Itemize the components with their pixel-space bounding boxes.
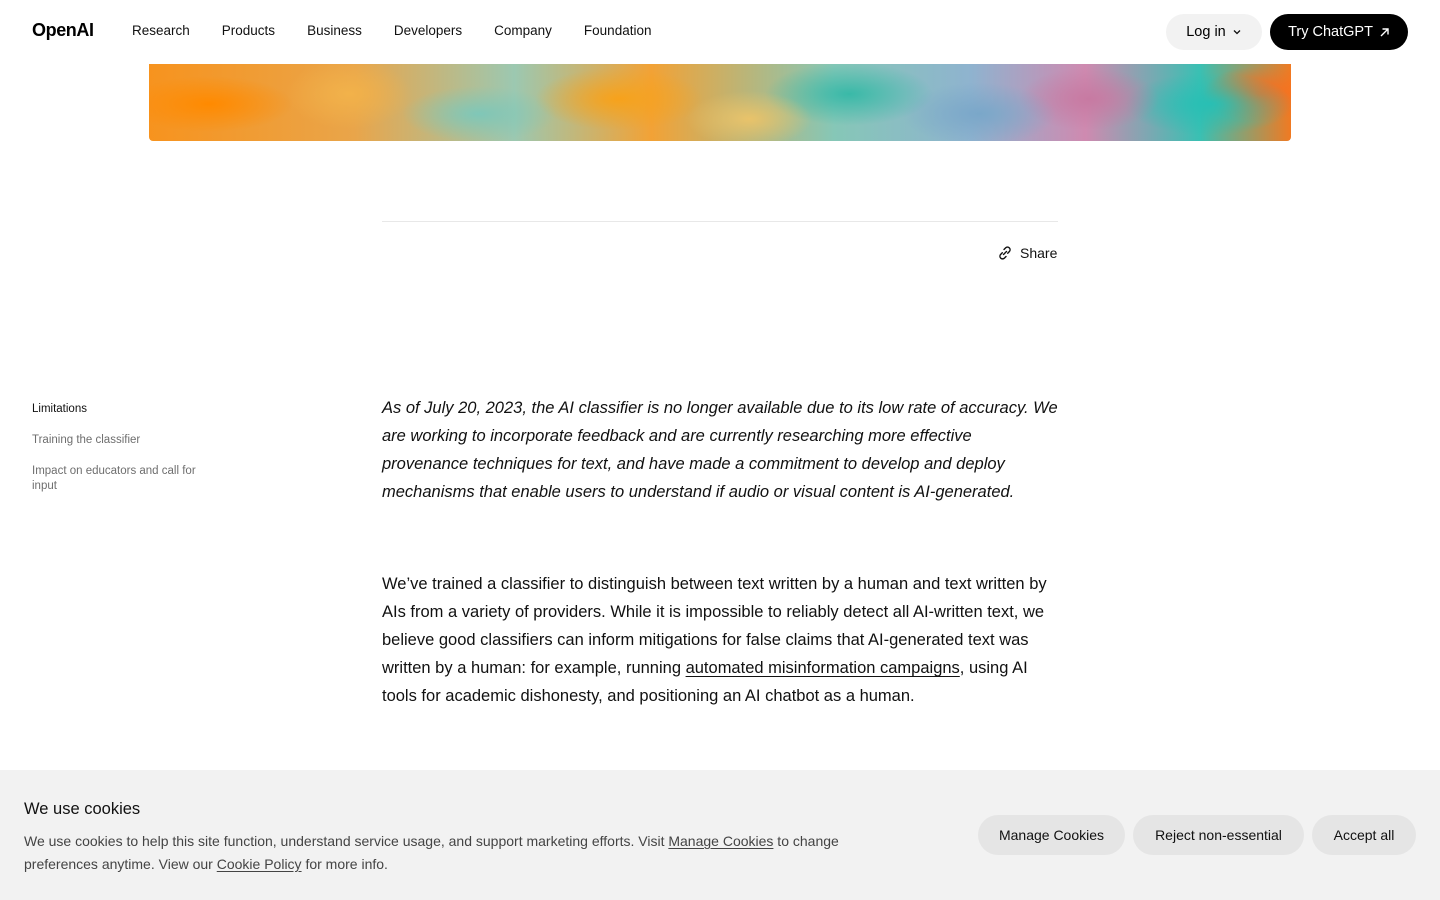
cookie-text-3: for more info. [301, 856, 388, 872]
nav-foundation[interactable]: Foundation [583, 23, 652, 38]
cookie-text-1: We use cookies to help this site function, understand service usage, and support marketing efforts. Visit [24, 833, 669, 849]
chevron-down-icon [1232, 27, 1242, 37]
nav-products[interactable]: Products [221, 23, 276, 38]
cookie-text [24, 830, 874, 876]
cookie-title: We use cookies [24, 800, 141, 818]
accept-all-button[interactable]: Accept all [1312, 815, 1416, 855]
share-button[interactable] [997, 245, 1057, 261]
toc-item-impact-on-educators[interactable]: Impact on educators and call for input [32, 465, 196, 492]
nav-company[interactable]: Company [494, 23, 552, 38]
login-label: Log in [1186, 24, 1226, 40]
cookie-banner [0, 770, 1440, 900]
toc-item-limitations[interactable]: Limitations [32, 403, 87, 415]
nav-business[interactable]: Business [307, 23, 362, 38]
article-paragraph [382, 570, 1062, 710]
divider [382, 221, 1058, 222]
cookie-text-2: to change preferences anytime. View our [24, 833, 839, 872]
paragraph-text-end: , using AI tools for academic dishonesty, and positioning an AI chatbot as a human. [382, 659, 1028, 705]
arrow-up-right-icon [1379, 27, 1390, 38]
toc-item-training-the-classifier[interactable]: Training the classifier [32, 434, 141, 446]
nav-developers[interactable]: Developers [393, 23, 463, 38]
manage-cookies-button[interactable]: Manage Cookies [978, 815, 1125, 855]
link-icon [997, 245, 1013, 261]
login-button[interactable] [1166, 14, 1262, 50]
reject-non-essential-button[interactable]: Reject non-essential [1133, 815, 1304, 855]
top-navigation [0, 0, 1440, 64]
cookie-policy-link[interactable]: Cookie Policy [216, 856, 302, 872]
share-label: Share [1020, 245, 1058, 261]
article-update-note: As of July 20, 2023, the AI classifier is no longer available due to its low rate of accuracy. We are working to incorporate feedback and are currently researching more effective provenance techniques for text, and have made a commitment to develop and deploy mechanisms that enable users to understand if audio or visual content is AI-generated. [382, 399, 1058, 501]
misinformation-campaigns-link[interactable]: automated misinformation campaigns [685, 659, 960, 677]
paragraph-text: We’ve trained a classifier to distinguish between text written by a human and text written by AIs from a variety of providers. While it is impossible to reliably detect all AI-written text, we believe good classifiers can inform mitigations for false claims that AI-generated text was written by a human: for example, running [382, 575, 1047, 677]
try-chatgpt-button[interactable] [1270, 14, 1408, 50]
try-chatgpt-label: Try ChatGPT [1288, 24, 1373, 40]
manage-cookies-link[interactable]: Manage Cookies [668, 833, 774, 849]
hero-image [149, 64, 1291, 141]
nav-research[interactable]: Research [132, 23, 190, 38]
nav-links [132, 23, 683, 38]
openai-logo[interactable]: OpenAI [32, 20, 94, 40]
table-of-contents [32, 402, 202, 510]
